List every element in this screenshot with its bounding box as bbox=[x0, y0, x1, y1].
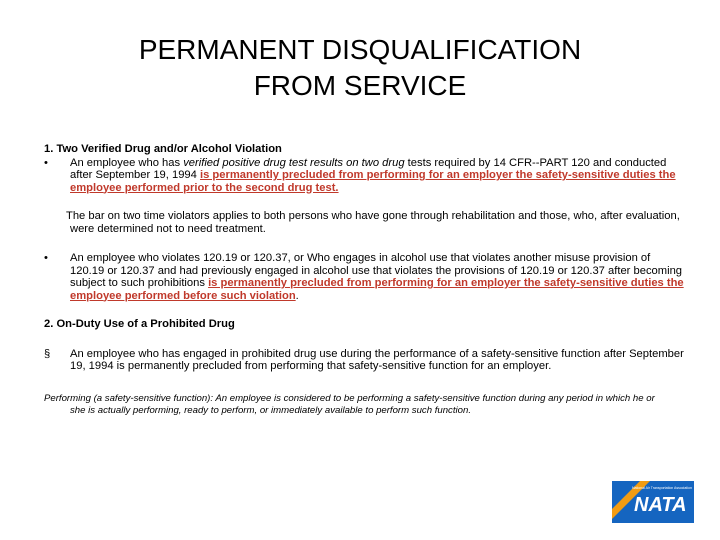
slide-content bbox=[44, 143, 684, 373]
footnote-rest: she is actually performing, ready to perform, or immediately available to perform such function. bbox=[70, 405, 471, 416]
slide-title bbox=[0, 32, 720, 104]
section-2-heading: 2. On-Duty Use of a Prohibited Drug bbox=[44, 318, 235, 330]
bullet-text-end: . bbox=[295, 289, 299, 302]
bullet-mark: • bbox=[44, 156, 48, 169]
bullet-mark: • bbox=[44, 252, 48, 264]
bullet-text: An employee who has engaged in prohibited drug use during the performance of a safety-sensitive function after September 19, 1994 is permanently precluded from performing that safety-sensitive function for an employer. bbox=[70, 347, 684, 372]
footnote-first-line: Performing (a safety-sensitive function): An employee is considered to be performing a safety-sensitive function during any period in which he or bbox=[44, 393, 655, 404]
slide-title-line-2: FROM SERVICE bbox=[253, 70, 467, 101]
bullet-text: An employee who violates 120.19 or 120.37, or Who engages in alcohol use that violates another misuse provision of 120.19 or 120.37 and had previously engaged in alcohol use that violates the provisions of 120.19 or 120.37 after becoming subject to such prohibitions bbox=[70, 252, 683, 289]
nata-logo bbox=[610, 479, 696, 525]
section-1-bullet-2 bbox=[44, 252, 684, 302]
section-1-bullet-1 bbox=[44, 157, 684, 195]
section-1-heading: 1. Two Verified Drug and/or Alcohol Violation bbox=[44, 143, 282, 155]
slide-title-line-1: PERMANENT DISQUALIFICATION bbox=[138, 34, 582, 65]
bullet-highlight-text: is permanently precluded from performing for an employer the safety-sensitive duties the employee performed before such violation bbox=[70, 277, 684, 302]
logo-small-text: National Air Transportation Association bbox=[632, 486, 692, 490]
bullet-italic-text: verified positive drug test results on two drug bbox=[183, 156, 405, 169]
footnote bbox=[44, 393, 684, 417]
bullet-highlight-text: is permanently precluded from performing for an employer the safety-sensitive duties the employee performed prior to the second drug test. bbox=[70, 169, 676, 194]
bullet-text-cont: tests required by 14 CFR--PART 120 and conducted after September 19, 1994 bbox=[70, 156, 667, 181]
section-1-paragraph: The bar on two time violators applies to both persons who have gone through rehabilitation and those, who, after evaluation, were determined not to need treatment. bbox=[66, 210, 680, 235]
bullet-mark: § bbox=[44, 347, 51, 360]
section-2-bullet-1 bbox=[44, 348, 684, 373]
logo-text: NATA bbox=[634, 494, 687, 516]
bullet-text: An employee who has bbox=[70, 156, 184, 169]
